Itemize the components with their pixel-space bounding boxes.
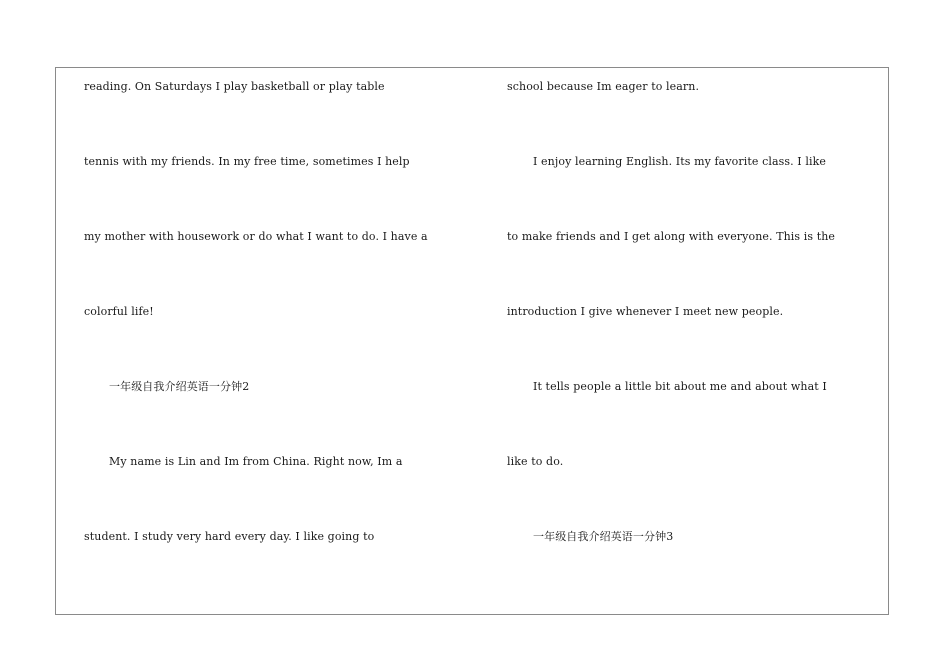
text-line: My name is Lin and Im from China. Right now, Im a bbox=[109, 455, 403, 468]
section-heading: 一年级自我介绍英语一分钟3 bbox=[533, 530, 674, 543]
text-line: my mother with housework or do what I want to do. I have a bbox=[84, 230, 428, 243]
text-line: to make friends and I get along with everyone. This is the bbox=[507, 230, 836, 243]
text-line: school because Im eager to learn. bbox=[507, 80, 700, 93]
text-line: student. I study very hard every day. I like going to bbox=[84, 530, 375, 543]
text-line: like to do. bbox=[507, 455, 564, 468]
text-line: It tells people a little bit about me and about what I bbox=[533, 380, 827, 393]
text-line: colorful life! bbox=[84, 305, 154, 318]
section-heading: 一年级自我介绍英语一分钟2 bbox=[109, 380, 250, 393]
text-line: tennis with my friends. In my free time, sometimes I help bbox=[84, 155, 410, 168]
text-line: reading. On Saturdays I play basketball or play table bbox=[84, 80, 385, 93]
text-line: I enjoy learning English. Its my favorite class. I like bbox=[533, 155, 826, 168]
text-line: introduction I give whenever I meet new people. bbox=[507, 305, 784, 318]
